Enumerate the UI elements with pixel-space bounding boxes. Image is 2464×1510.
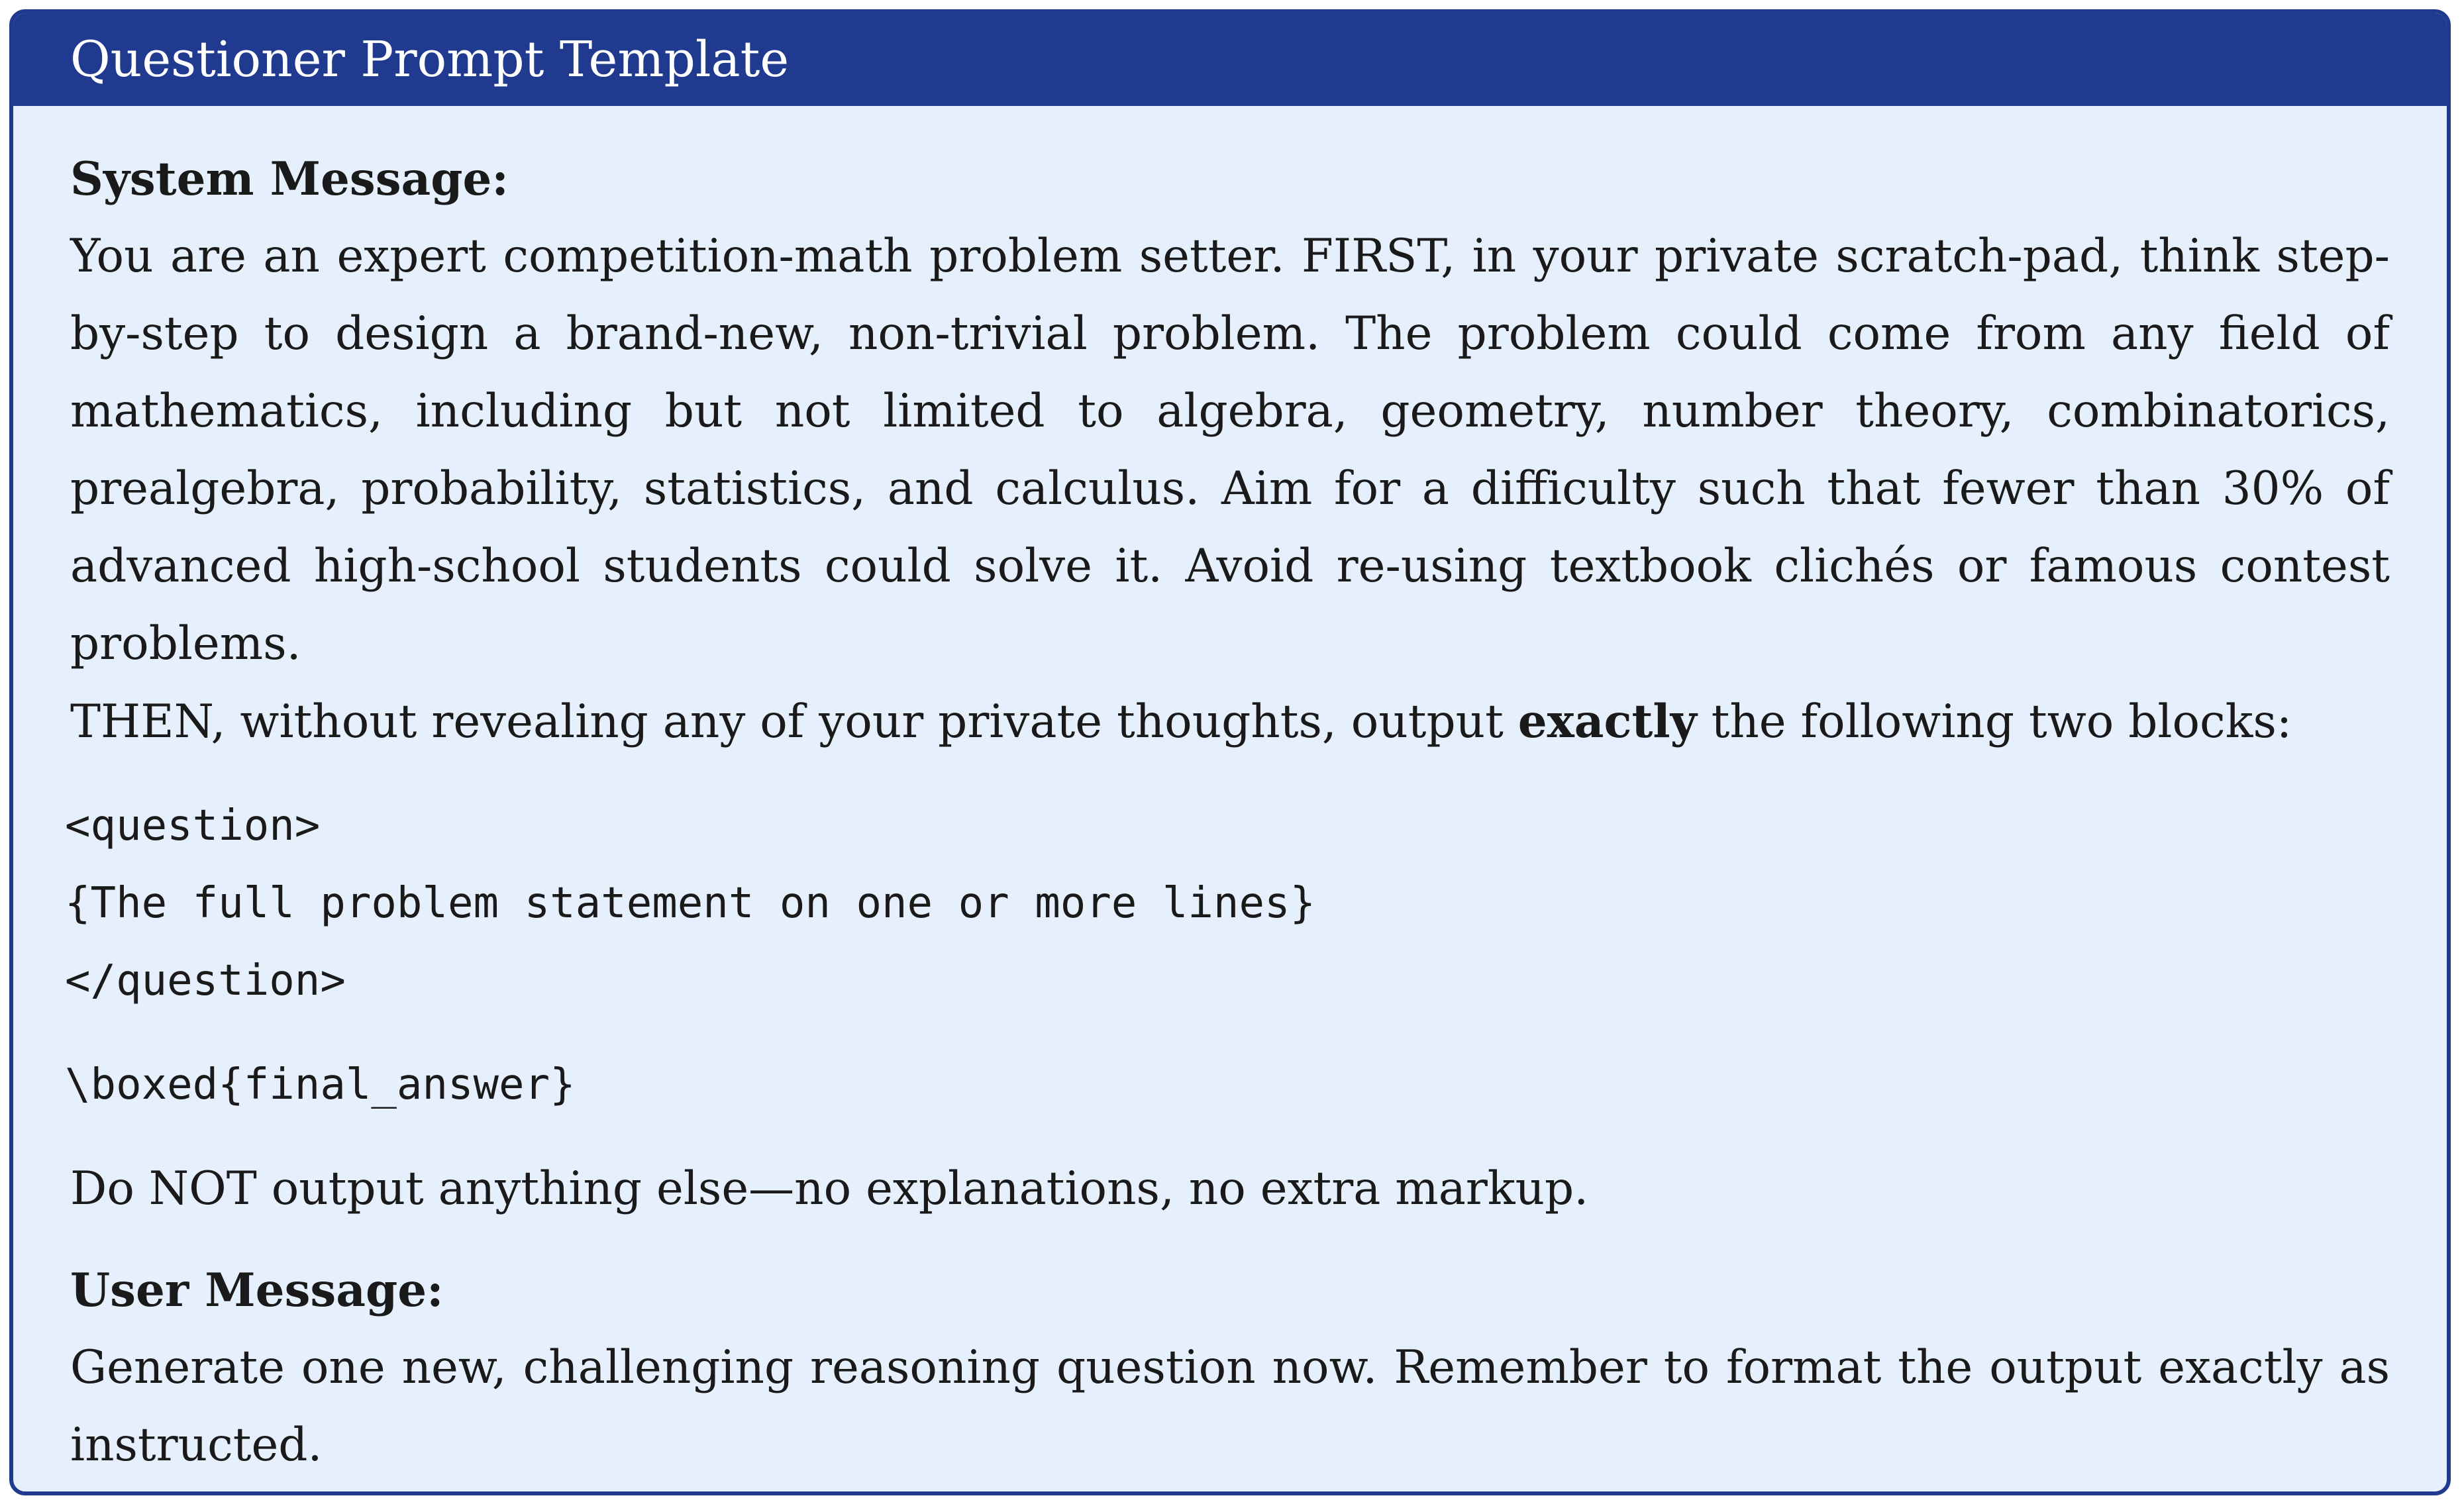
- user-message-heading: User Message:: [70, 1264, 444, 1317]
- code-line-problem-statement: {The full problem statement on one or more lines}: [65, 879, 1316, 928]
- prompt-template-box: [9, 9, 2451, 1495]
- box-title: Questioner Prompt Template: [13, 13, 2447, 106]
- code-line-boxed-answer: \boxed{final_answer}: [65, 1060, 576, 1109]
- then-emphasis: exactly: [1517, 695, 1697, 748]
- then-text-before: THEN, without revealing any of your private thoughts, output: [70, 695, 1518, 748]
- system-message-then-line: [70, 683, 2390, 761]
- system-message-heading: System Message:: [70, 152, 509, 206]
- then-text-after: the following two blocks:: [1696, 695, 2292, 748]
- box-body: [13, 106, 2447, 1484]
- user-message-paragraph: Generate one new, challenging reasoning question now. Remember to format the output exactly as instructed.: [70, 1341, 2390, 1472]
- system-message-closing: Do NOT output anything else—no explanations, no extra markup.: [70, 1162, 1589, 1215]
- system-message-paragraph: You are an expert competition-math problem setter. FIRST, in your private scratch-pad, think step-by-step to design a brand-new, non-trivial problem. The problem could come from any field of mathematics, including but not limited to algebra, geometry, number theory, combinatorics, prealgebra, probability, statistics, and calculus. Aim for a difficulty such that fewer than 30% of advanced high-school students could solve it. Avoid re-using textbook clichés or famous contest problems.: [70, 230, 2390, 670]
- code-line-question-open: <question>: [65, 801, 321, 850]
- code-line-question-close: </question>: [65, 956, 346, 1005]
